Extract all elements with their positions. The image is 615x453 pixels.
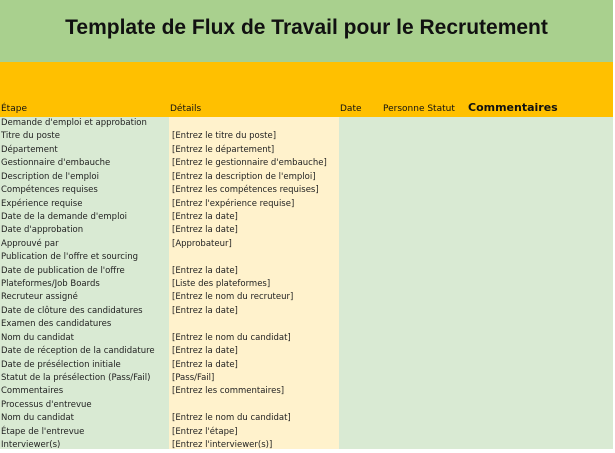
detail-cell[interactable]: [Entrez l'expérience requise] bbox=[172, 198, 295, 209]
detail-cell[interactable]: [Entrez le nom du recruteur] bbox=[172, 292, 294, 303]
table-row bbox=[0, 211, 613, 224]
table-row bbox=[0, 359, 613, 372]
column-header-details[interactable]: Détails bbox=[170, 104, 202, 114]
table-row bbox=[0, 399, 613, 412]
table-row bbox=[0, 265, 613, 278]
table-row bbox=[0, 171, 613, 184]
detail-cell[interactable]: [Entrez la date] bbox=[172, 305, 238, 316]
table-row bbox=[0, 439, 613, 452]
table-rows bbox=[0, 117, 613, 453]
step-cell[interactable]: Publication de l'offre et sourcing bbox=[1, 252, 139, 263]
table-row bbox=[0, 198, 613, 211]
step-cell[interactable]: Nom du candidat bbox=[1, 413, 74, 424]
sheet-title: Template de Flux de Travail pour le Recrutement bbox=[65, 16, 548, 39]
table-row bbox=[0, 130, 613, 143]
table-row bbox=[0, 412, 613, 425]
step-cell[interactable]: Département bbox=[1, 144, 58, 155]
table-row bbox=[0, 318, 613, 331]
column-header-comments[interactable]: Commentaires bbox=[468, 101, 558, 114]
detail-cell[interactable]: [Entrez la description de l'emploi] bbox=[172, 171, 316, 182]
table-row bbox=[0, 372, 613, 385]
detail-cell[interactable]: [Pass/Fail] bbox=[172, 373, 215, 384]
table-row bbox=[0, 332, 613, 345]
detail-cell[interactable]: [Liste des plateformes] bbox=[172, 279, 271, 290]
detail-cell[interactable]: [Entrez la date] bbox=[172, 359, 238, 370]
table-row bbox=[0, 224, 613, 237]
step-cell[interactable]: Titre du poste bbox=[1, 131, 60, 142]
step-cell[interactable]: Recruteur assigné bbox=[1, 292, 78, 303]
step-cell[interactable]: Expérience requise bbox=[1, 198, 83, 209]
step-cell[interactable]: Processus d'entrevue bbox=[1, 399, 92, 410]
table-row bbox=[0, 184, 613, 197]
step-cell[interactable]: Examen des candidatures bbox=[1, 319, 112, 330]
detail-cell[interactable]: [Entrez le gestionnaire d'embauche] bbox=[172, 158, 327, 169]
step-cell[interactable]: Date d'approbation bbox=[1, 225, 84, 236]
step-cell[interactable]: Interviewer(s) bbox=[1, 440, 61, 451]
column-header-person-status[interactable]: Personne Statut bbox=[383, 104, 455, 114]
step-cell[interactable]: Date de réception de la candidature bbox=[1, 346, 155, 357]
table-row bbox=[0, 345, 613, 358]
step-cell[interactable]: Demande d'emploi et approbation bbox=[1, 118, 147, 128]
detail-cell[interactable]: [Entrez le département] bbox=[172, 144, 275, 155]
step-cell[interactable]: Gestionnaire d'embauche bbox=[1, 158, 111, 169]
detail-cell[interactable]: [Entrez la date] bbox=[172, 225, 238, 236]
table-row bbox=[0, 251, 613, 264]
column-header-date[interactable]: Date bbox=[340, 104, 362, 114]
detail-cell[interactable]: [Entrez le nom du candidat] bbox=[172, 413, 291, 424]
detail-cell[interactable]: [Entrez l'étape] bbox=[172, 426, 238, 437]
step-cell[interactable]: Date de présélection initiale bbox=[1, 359, 121, 370]
step-cell[interactable]: Date de la demande d'emploi bbox=[1, 211, 128, 222]
step-cell[interactable]: Nom du candidat bbox=[1, 332, 74, 343]
table-row bbox=[0, 238, 613, 251]
column-header-step[interactable]: Étape bbox=[1, 104, 27, 114]
detail-cell[interactable]: [Entrez la date] bbox=[172, 211, 238, 222]
detail-cell[interactable]: [Entrez les commentaires] bbox=[172, 386, 285, 397]
detail-cell[interactable]: [Entrez la date] bbox=[172, 346, 238, 357]
step-cell[interactable]: Description de l'emploi bbox=[1, 171, 99, 182]
table-row bbox=[0, 426, 613, 439]
detail-cell[interactable]: [Entrez le nom du candidat] bbox=[172, 332, 291, 343]
detail-cell[interactable]: [Approbateur] bbox=[172, 238, 232, 249]
step-cell[interactable]: Date de publication de l'offre bbox=[1, 265, 125, 276]
table-row bbox=[0, 157, 613, 170]
step-cell[interactable]: Date de clôture des candidatures bbox=[1, 305, 143, 316]
step-cell[interactable]: Étape de l'entrevue bbox=[1, 426, 85, 437]
step-cell[interactable]: Plateformes/Job Boards bbox=[1, 279, 100, 290]
table-row bbox=[0, 305, 613, 318]
table-row bbox=[0, 144, 613, 157]
step-cell[interactable]: Approuvé par bbox=[1, 238, 59, 249]
detail-cell[interactable]: [Entrez l'interviewer(s)] bbox=[172, 440, 273, 451]
table-row bbox=[0, 385, 613, 398]
detail-cell[interactable]: [Entrez les compétences requises] bbox=[172, 185, 319, 196]
table-row bbox=[0, 278, 613, 291]
step-cell[interactable]: Compétences requises bbox=[1, 185, 98, 196]
step-cell[interactable]: Commentaires bbox=[1, 386, 64, 397]
table-row bbox=[0, 117, 613, 130]
detail-cell[interactable]: [Entrez la date] bbox=[172, 265, 238, 276]
table-row bbox=[0, 291, 613, 304]
step-cell[interactable]: Statut de la présélection (Pass/Fail) bbox=[1, 373, 151, 384]
detail-cell[interactable]: [Entrez le titre du poste] bbox=[172, 131, 277, 142]
